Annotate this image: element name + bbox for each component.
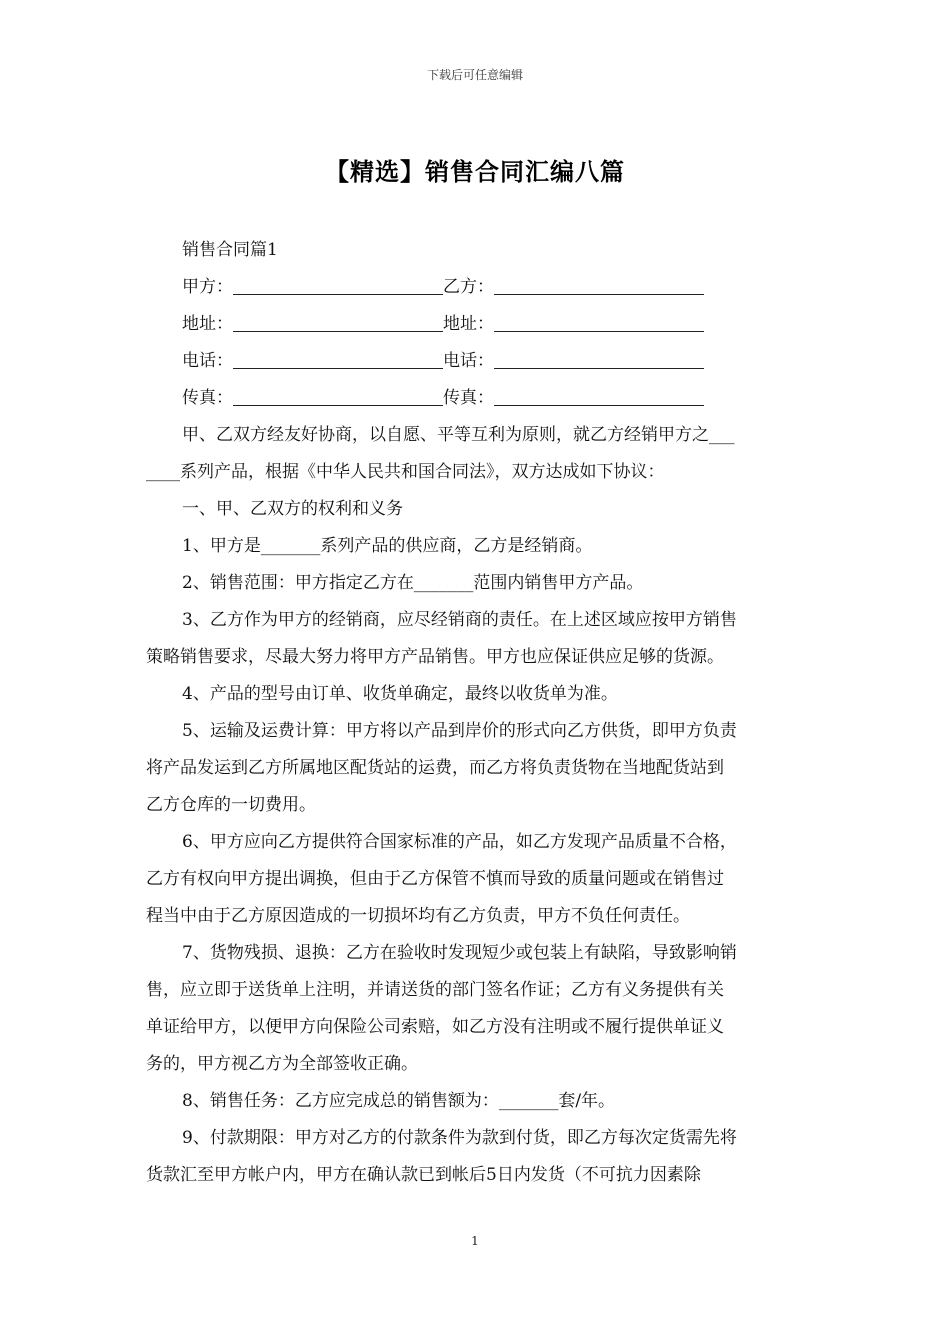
- fax-b-blank: [494, 387, 704, 406]
- clause-line: 程当中由于乙方原因造成的一切损坏均有乙方负责，甲方不负任何责任。: [146, 906, 690, 926]
- fax-b-label: 传真：: [443, 388, 494, 408]
- clause-5: [146, 713, 806, 824]
- party-b-label: 乙方：: [443, 277, 494, 297]
- phone-b-label: 电话：: [443, 351, 494, 371]
- party-a-label: 甲方：: [182, 277, 233, 297]
- header-note: 下载后可任意编辑: [426, 68, 523, 82]
- section-heading: 销售合同篇1: [182, 240, 278, 260]
- clause-3: [146, 602, 806, 676]
- clause-heading-1: 一、甲、乙双方的权利和义务: [182, 499, 403, 519]
- clause-line: 策略销售要求，尽最大努力将甲方产品销售。甲方也应保证供应足够的货源。: [146, 647, 724, 667]
- clause-line: 3、乙方作为甲方的经销商，应尽经销商的责任。在上述区域应按甲方销售: [182, 610, 737, 630]
- address-b-blank: [494, 313, 704, 332]
- fax-a-blank: [233, 387, 443, 406]
- intro-paragraph: [146, 417, 806, 491]
- phone-a-blank: [233, 350, 443, 369]
- clause-9: [146, 1120, 806, 1194]
- clause-2: 2、销售范围：甲方指定乙方在_______范围内销售甲方产品。: [182, 573, 644, 593]
- party-row-name: [146, 269, 806, 306]
- clause-8: 8、销售任务：乙方应完成总的销售额为：_______套/年。: [182, 1091, 616, 1111]
- clause-line: 7、货物残损、退换：乙方在验收时发现短少或包装上有缺陷，导致影响销: [182, 943, 737, 963]
- clause-6: [146, 824, 806, 935]
- address-a-label: 地址：: [182, 314, 233, 334]
- clause-line: 乙方有权向甲方提出调换，但由于乙方保管不慎而导致的质量问题或在销售过: [146, 869, 724, 889]
- clause-line: 乙方仓库的一切费用。: [146, 795, 316, 815]
- clause-line: 将产品发运到乙方所属地区配货站的运费，而乙方将负责货物在当地配货站到: [146, 758, 724, 778]
- fax-a-label: 传真：: [182, 388, 233, 408]
- clause-4: 4、产品的型号由订单、收货单确定，最终以收货单为准。: [182, 684, 618, 704]
- clause-line: 5、运输及运费计算：甲方将以产品到岸价的形式向乙方供货，即甲方负责: [182, 721, 737, 741]
- party-a-blank: [233, 276, 443, 295]
- phone-a-label: 电话：: [182, 351, 233, 371]
- party-row-address: [146, 306, 806, 343]
- party-b-blank: [494, 276, 704, 295]
- clause-1: 1、甲方是_______系列产品的供应商，乙方是经销商。: [182, 536, 593, 556]
- clause-line: 6、甲方应向乙方提供符合国家标准的产品，如乙方发现产品质量不合格，: [182, 832, 737, 852]
- clause-line: 9、付款期限：甲方对乙方的付款条件为款到付货，即乙方每次定货需先将: [182, 1128, 737, 1148]
- intro-line: 甲、乙双方经友好协商，以自愿、平等互利为原则，就乙方经销甲方之___: [182, 425, 735, 445]
- party-row-phone: [146, 343, 806, 380]
- clause-line: 售，应立即于送货单上注明，并请送货的部门签名作证；乙方有义务提供有关: [146, 980, 724, 1000]
- party-row-fax: [146, 380, 806, 417]
- clause-line: 单证给甲方，以便甲方向保险公司索赔，如乙方没有注明或不履行提供单证义: [146, 1017, 724, 1037]
- clause-7: [146, 935, 806, 1083]
- page-number: 1: [471, 1234, 479, 1248]
- address-b-label: 地址：: [443, 314, 494, 334]
- clause-line: 务的，甲方视乙方为全部签收正确。: [146, 1054, 418, 1074]
- address-a-blank: [233, 313, 443, 332]
- clause-line: 货款汇至甲方帐户内，甲方在确认款已到帐后5日内发货（不可抗力因素除: [146, 1165, 701, 1185]
- document-title: 【精选】销售合同汇编八篇: [325, 158, 625, 186]
- document-body: [146, 232, 806, 1194]
- intro-line: ____系列产品，根据《中华人民共和国合同法》，双方达成如下协议：: [146, 462, 665, 482]
- phone-b-blank: [494, 350, 704, 369]
